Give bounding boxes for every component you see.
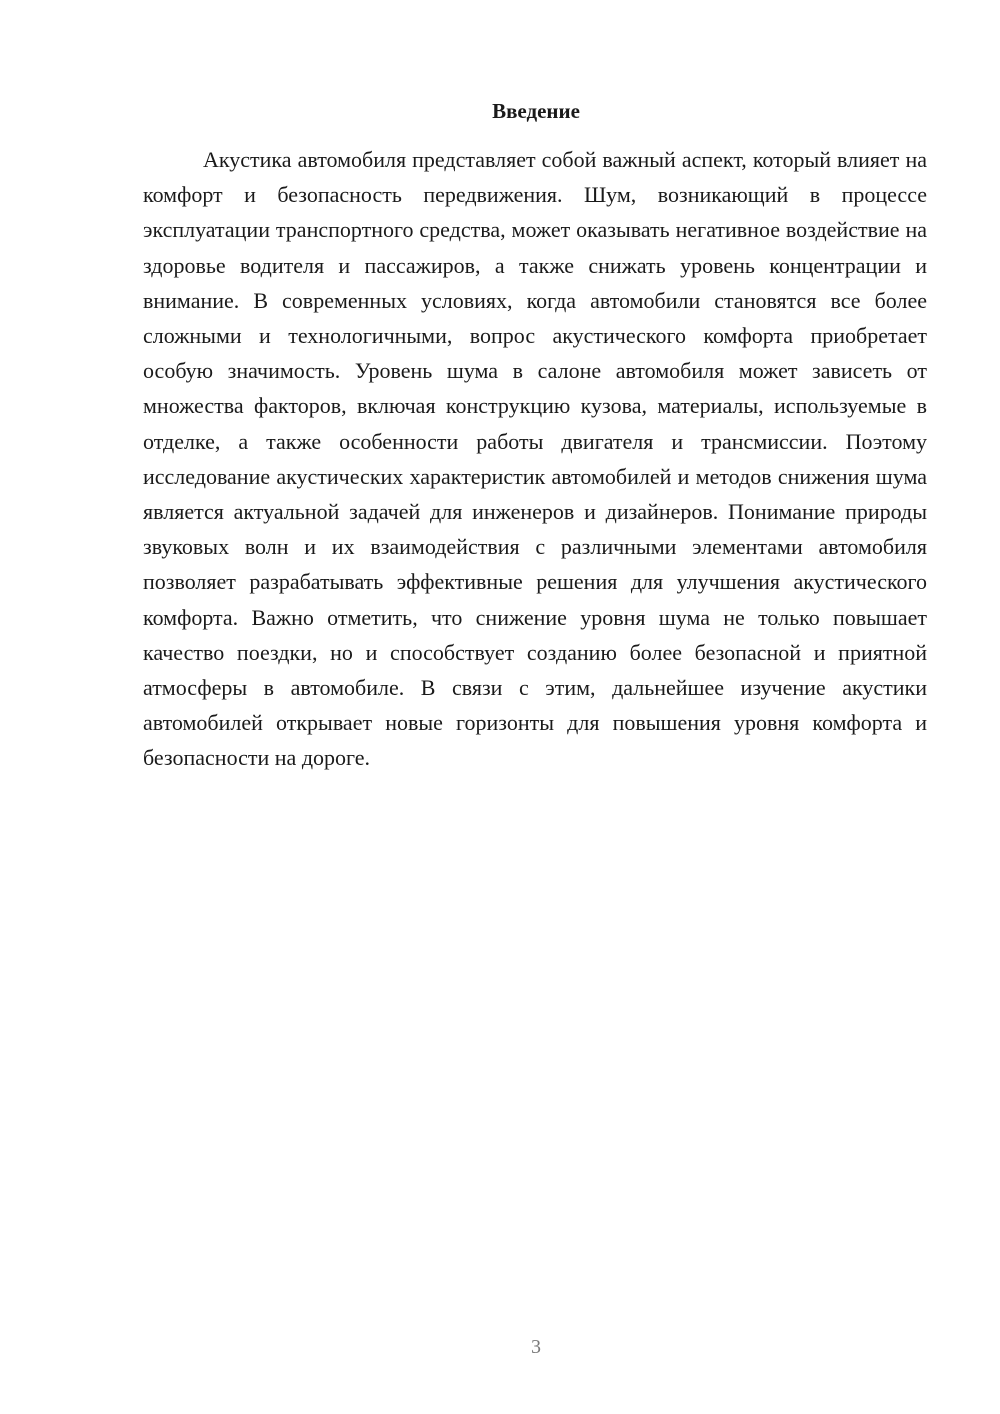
- page-number: 3: [531, 1336, 541, 1358]
- section-heading: Введение: [492, 99, 580, 123]
- body-paragraph: Акустика автомобиля представляет собой важный аспект, который влияет на комфорт и безопасность передвижения. Шум, возникающий в процессе эксплуатации транспортного средства, может оказывать негативное воздействие на здоровье водителя и пассажиров, а также снижать уровень концентрации и внимание. В современных условиях, когда автомобили становятся все более сложными и технологичными, вопрос акустического комфорта приобретает особую значимость. Уровень шума в салоне автомобиля может зависеть от множества факторов, включая конструкцию кузова, материалы, используемые в отделке, а также особенности работы двигателя и трансмиссии. Поэтому исследование акустических характеристик автомобилей и методов снижения шума является актуальной задачей для инженеров и дизайнеров. Понимание природы звуковых волн и их взаимодействия с различными элементами автомобиля позволяет разрабатывать эффективные решения для улучшения акустического комфорта. Важно отметить, что снижение уровня шума не только повышает качество поездки, но и способствует созданию более безопасной и приятной атмосферы в автомобиле. В связи с этим, дальнейшее изучение акустики автомобилей открывает новые горизонты для повышения уровня комфорта и безопасности на дороге.: [143, 147, 927, 771]
